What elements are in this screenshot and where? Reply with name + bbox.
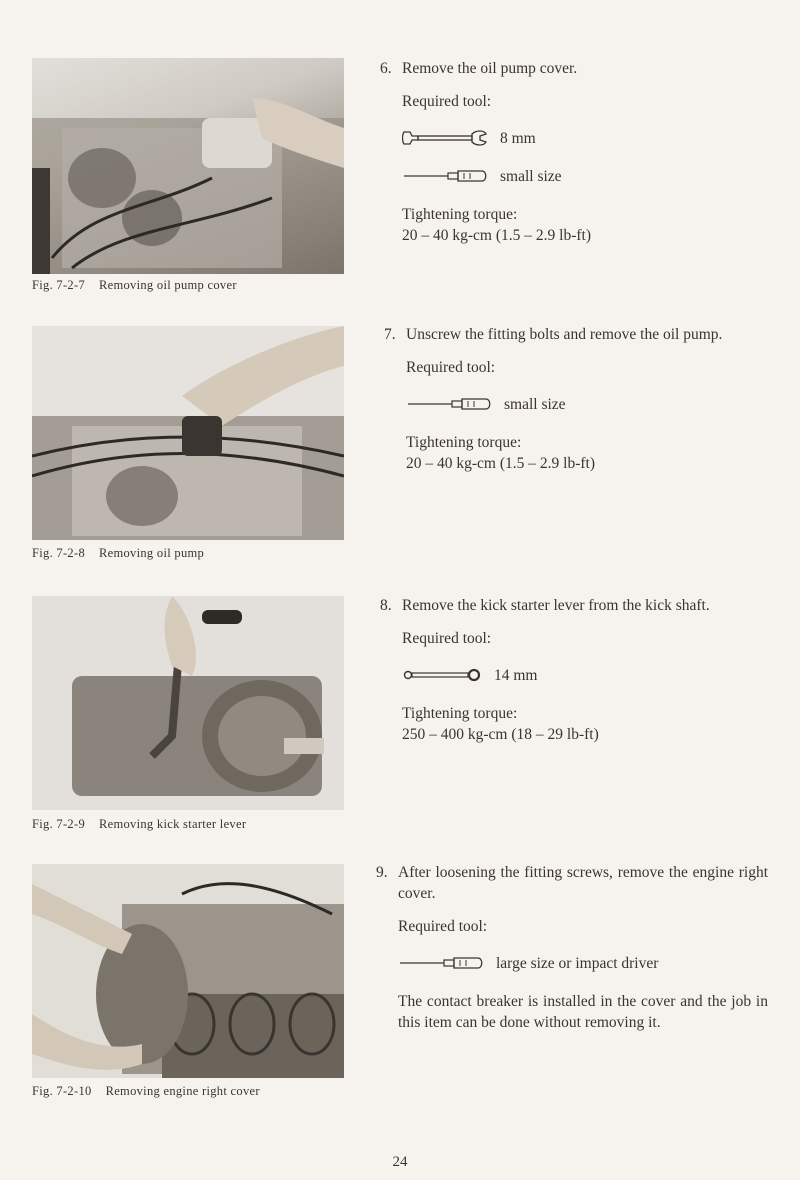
torque-value: 250 – 400 kg-cm (18 – 29 lb-ft)	[402, 726, 599, 743]
required-tool-label: Required tool:	[402, 630, 492, 647]
figure-number: Fig. 7-2-9	[32, 817, 85, 831]
step-heading	[376, 862, 768, 904]
page-number: 24	[392, 1154, 408, 1170]
tool-row	[402, 663, 772, 687]
figure-photo-oil-pump-cover	[32, 58, 344, 274]
tool-spec: small size	[504, 395, 566, 413]
step-number: 6.	[380, 60, 392, 77]
figure-caption-text: Removing oil pump cover	[99, 278, 237, 292]
required-tool-label: Required tool:	[406, 359, 496, 376]
step-6	[380, 58, 770, 246]
step-heading	[380, 58, 770, 79]
step-text: Remove the oil pump cover.	[402, 60, 578, 77]
step-number: 7.	[384, 326, 396, 343]
figure-caption	[32, 278, 237, 293]
tool-spec: large size or impact driver	[496, 954, 659, 972]
step-note: The contact breaker is installed in the cover and the job in this item can be done without removing it.	[398, 993, 768, 1031]
figure-caption-text: Removing kick starter lever	[99, 817, 247, 831]
step-heading	[384, 324, 776, 345]
tool-spec: small size	[500, 167, 562, 185]
step-heading	[380, 595, 772, 616]
figure-number: Fig. 7-2-8	[32, 546, 85, 560]
figure-number: Fig. 7-2-7	[32, 278, 85, 292]
step-number: 9.	[376, 864, 388, 881]
torque-value: 20 – 40 kg-cm (1.5 – 2.9 lb-ft)	[406, 455, 595, 472]
figure-photo-engine-right-cover	[32, 864, 344, 1078]
figure-caption	[32, 546, 204, 561]
required-tool-label: Required tool:	[398, 918, 488, 935]
tool-row	[398, 951, 768, 975]
torque-label: Tightening torque:	[406, 434, 522, 451]
figure-caption-text: Removing engine right cover	[105, 1084, 260, 1098]
step-text: After loosening the fitting screws, remove the engine right cover.	[398, 864, 768, 902]
torque-label: Tightening torque:	[402, 206, 518, 223]
torque-value: 20 – 40 kg-cm (1.5 – 2.9 lb-ft)	[402, 227, 591, 244]
step-7	[384, 324, 776, 474]
tool-row	[402, 164, 770, 188]
step-9	[376, 862, 768, 1033]
screwdriver-icon	[406, 397, 492, 411]
step-8	[380, 595, 772, 745]
step-text: Remove the kick starter lever from the kick shaft.	[402, 597, 710, 614]
screwdriver-icon	[398, 956, 484, 970]
tool-row	[402, 126, 770, 150]
torque-label: Tightening torque:	[402, 705, 518, 722]
figure-number: Fig. 7-2-10	[32, 1084, 92, 1098]
tool-row	[406, 392, 776, 416]
figure-caption	[32, 1084, 260, 1099]
step-number: 8.	[380, 597, 392, 614]
figure-caption	[32, 817, 246, 832]
screwdriver-icon	[402, 169, 488, 183]
figure-caption-text: Removing oil pump	[99, 546, 205, 560]
step-text: Unscrew the fitting bolts and remove the oil pump.	[406, 326, 723, 343]
figure-photo-oil-pump	[32, 326, 344, 540]
tool-spec: 8 mm	[500, 129, 536, 147]
open-end-wrench-icon	[402, 128, 488, 148]
required-tool-label: Required tool:	[402, 93, 492, 110]
tool-spec: 14 mm	[494, 666, 538, 684]
figure-photo-kick-starter-lever	[32, 596, 344, 810]
box-wrench-icon	[402, 668, 482, 682]
